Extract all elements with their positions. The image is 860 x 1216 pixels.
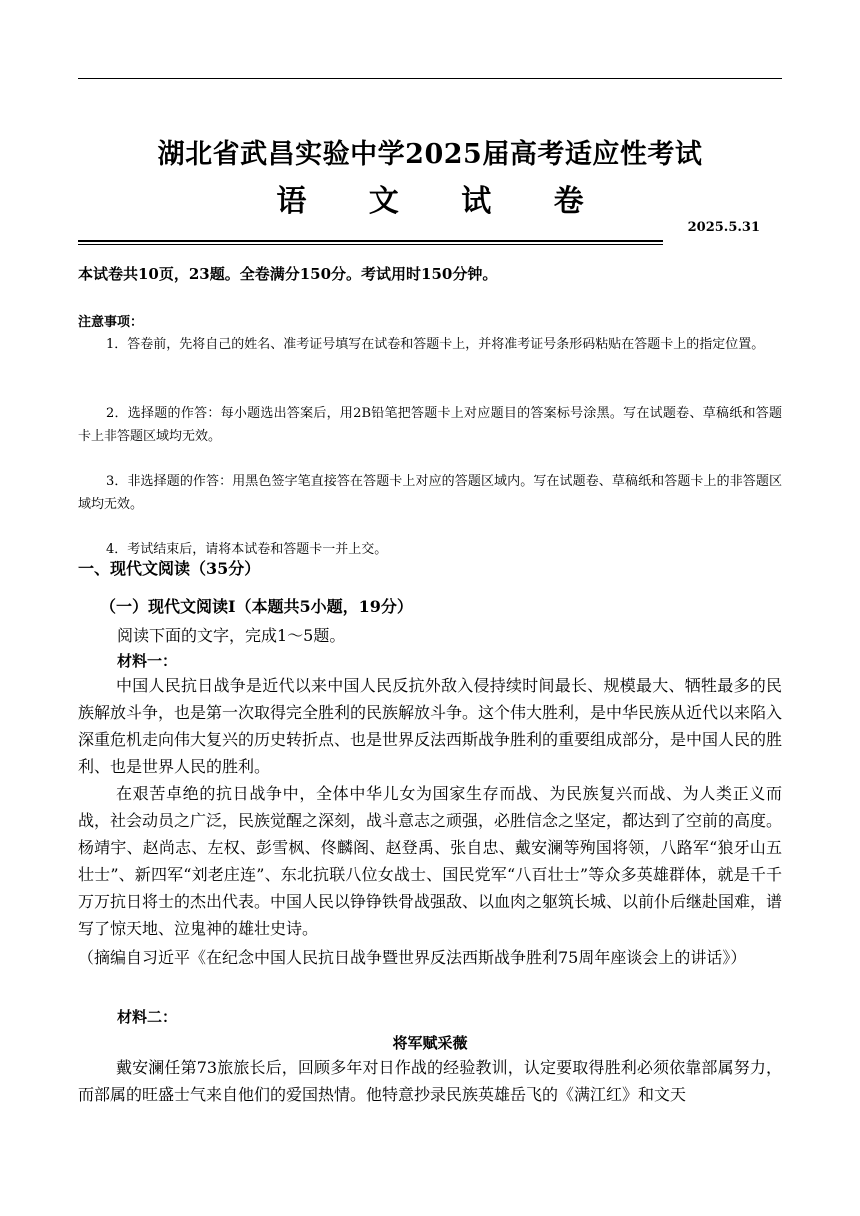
- exam-date: 2025.5.31: [687, 220, 760, 235]
- article-title: 将军赋采薇: [392, 1034, 468, 1052]
- note-item-3: 3．非选择题的作答：用黑色签字笔直接答在答题卡上对应的答题区域内。写在试题卷、草稿纸和答题卡上的非答题区域均无效。: [78, 474, 782, 512]
- subject-title: 语 文 试 卷: [276, 184, 610, 219]
- exam-title: 湖北省武昌实验中学2025届高考适应性考试: [157, 139, 703, 170]
- material-1-label: 材料一：: [117, 652, 178, 670]
- material-1-paragraph-1: 中国人民抗日战争是近代以来中国人民反抗外敌入侵持续时间最长、规模最大、牺牲最多的民族解放斗争，也是第一次取得完全胜利的民族解放斗争。这个伟大胜利，是中华民族从近代以来陷入深重危机走向伟大复兴的历史转折点、也是世界反法西斯战争胜利的重要组成部分，是中国人民的胜利、也是世界人民的胜利。: [78, 676, 783, 776]
- note-item-4: 4．考试结束后，请将本试卷和答题卡一并上交。: [106, 542, 388, 557]
- exam-summary: 本试卷共10页，23题。全卷满分150分。考试用时150分钟。: [78, 265, 498, 283]
- double-rule-bottom: [78, 244, 663, 245]
- material-2-label: 材料二：: [117, 1008, 178, 1026]
- material-1-paragraph-2: 在艰苦卓绝的抗日战争中，全体中华儿女为国家生存而战、为民族复兴而战、为人类正义而战，社会动员之广泛，民族觉醒之深刻，战斗意志之顽强，必胜信念之坚定，都达到了空前的高度。杨靖宇、赵尚志、左权、彭雪枫、佟麟阁、赵登禹、张自忠、戴安澜等殉国将领，八路军“狼牙山五壮士”、新四军“刘老庄连”、东北抗联八位女战士、国民党军“八百壮士”等众多英雄群体，就是千千万万抗日将士的杰出代表。中国人民以铮铮铁骨战强敌、以血肉之躯筑长城、以前仆后继赴国难，谱写了惊天地、泣鬼神的雄壮史诗。: [78, 784, 783, 938]
- double-rule-top: [78, 240, 663, 242]
- subsection-title: （一）现代文阅读Ⅰ（本题共5小题，19分）: [100, 597, 413, 616]
- note-item-2: 2．选择题的作答：每小题选出答案后，用2B铅笔把答题卡上对应题目的答案标号涂黑。写在试题卷、草稿纸和答题卡上非答题区域均无效。: [78, 406, 782, 444]
- material-2-paragraph: 戴安澜任第73旅旅长后，回顾多年对日作战的经验教训，认定要取得胜利必须依靠部属努力，而部属的旺盛士气来自他们的爱国热情。他特意抄录民族英雄岳飞的《满江红》和文天: [78, 1058, 782, 1104]
- section-title: 一、现代文阅读（35分）: [78, 559, 261, 578]
- reading-instruction: 阅读下面的文字，完成1～5题。: [117, 626, 346, 645]
- top-rule: [78, 78, 782, 79]
- note-item-1: 1．答卷前，先将自己的姓名、准考证号填写在试卷和答题卡上，并将准考证号条形码粘贴在答题卡上的指定位置。: [106, 337, 765, 352]
- material-1-source: （摘编自习近平《在纪念中国人民抗日战争暨世界反法西斯战争胜利75周年座谈会上的讲话》）: [78, 948, 747, 967]
- notes-title: 注意事项：: [78, 315, 144, 330]
